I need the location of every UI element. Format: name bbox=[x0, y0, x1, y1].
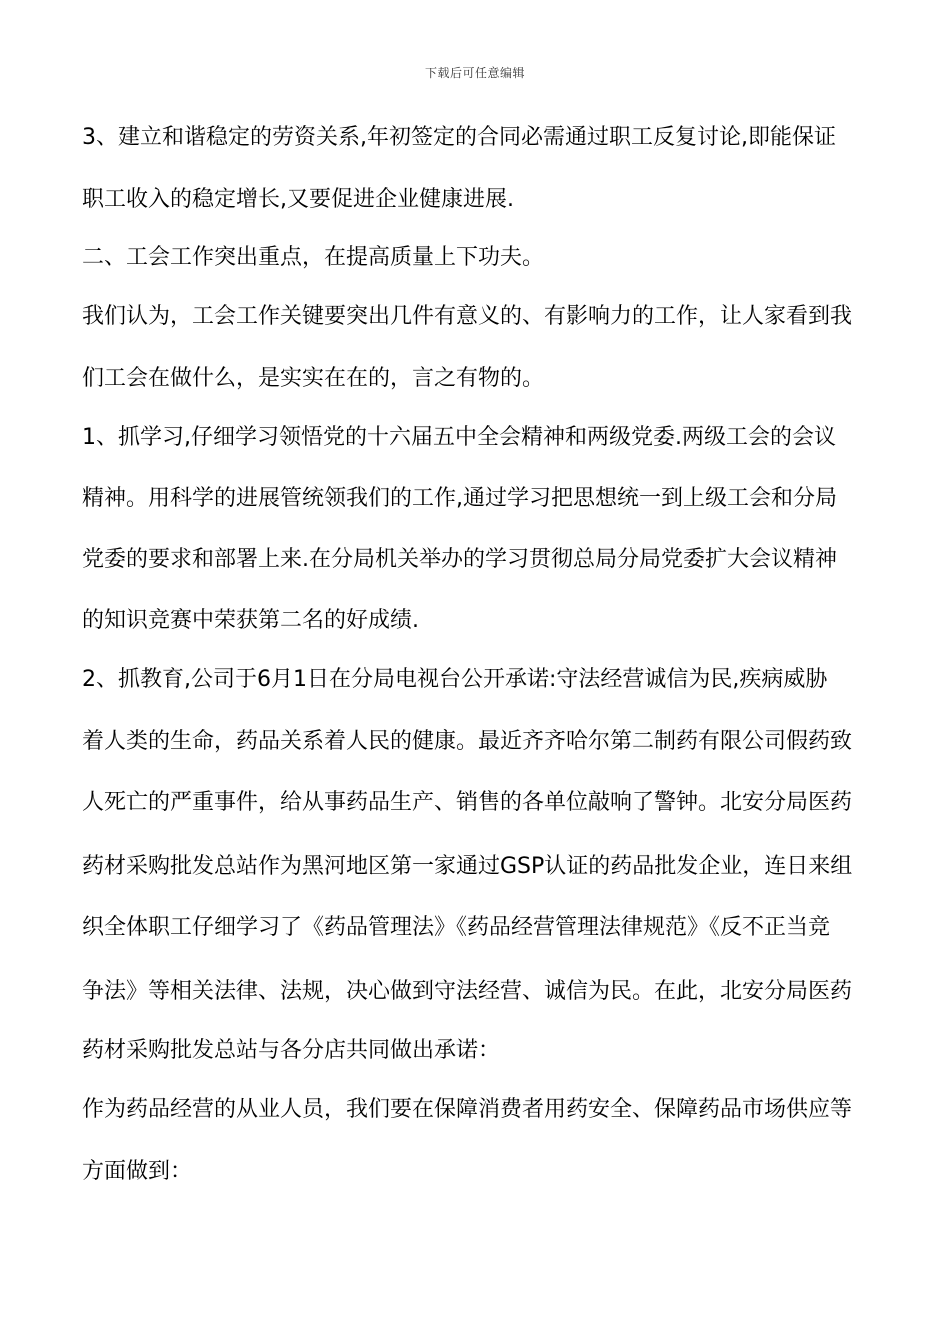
body-line-10: 2、抓教育,公司于6月1日在分局电视台公开承诺:守法经营诚信为民,疾病威胁 bbox=[82, 667, 828, 692]
body-line-12: 人死亡的严重事件，给从事药品生产、销售的各单位敲响了警钟。北安分局医药 bbox=[82, 790, 853, 815]
body-line-15: 争法》等相关法律、法规，决心做到守法经营、诚信为民。在此，北安分局医药 bbox=[82, 979, 853, 1004]
body-line-9: 的知识竞赛中荣获第二名的好成绩. bbox=[82, 608, 419, 633]
body-line-13: 药材采购批发总站作为黑河地区第一家通过GSP认证的药品批发企业，连日来组 bbox=[82, 854, 853, 879]
body-line-8: 党委的要求和部署上来.在分局机关举办的学习贯彻总局分局党委扩大会议精神 bbox=[82, 547, 837, 572]
body-line-2: 职工收入的稳定增长,又要促进企业健康进展. bbox=[82, 187, 514, 212]
page-header: 下载后可任意编辑 bbox=[424, 66, 525, 80]
body-line-17: 作为药品经营的从业人员，我们要在保障消费者用药安全、保障药品市场供应等 bbox=[82, 1097, 853, 1122]
body-line-16: 药材采购批发总站与各分店共同做出承诺： bbox=[82, 1038, 501, 1063]
body-line-3: 二、工会工作突出重点，在提高质量上下功夫。 bbox=[82, 245, 545, 270]
body-line-4: 我们认为，工会工作关键要突出几件有意义的、有影响力的工作，让人家看到我 bbox=[82, 304, 853, 329]
body-line-14: 织全体职工仔细学习了《药品管理法》《药品经营管理法律规范》《反不正当竞 bbox=[82, 915, 831, 940]
body-line-11: 着人类的生命，药品关系着人民的健康。最近齐齐哈尔第二制药有限公司假药致 bbox=[82, 729, 853, 754]
body-line-18: 方面做到： bbox=[82, 1159, 193, 1184]
body-line-6: 1、抓学习,仔细学习领悟党的十六届五中全会精神和两级党委.两级工会的会议 bbox=[82, 425, 836, 450]
body-line-1: 3、建立和谐稳定的劳资关系,年初签定的合同必需通过职工反复讨论,即能保证 bbox=[82, 125, 836, 150]
body-line-7: 精神。用科学的进展管统领我们的工作,通过学习把思想统一到上级工会和分局 bbox=[82, 486, 837, 511]
body-line-5: 们工会在做什么，是实实在在的，言之有物的。 bbox=[82, 366, 545, 391]
